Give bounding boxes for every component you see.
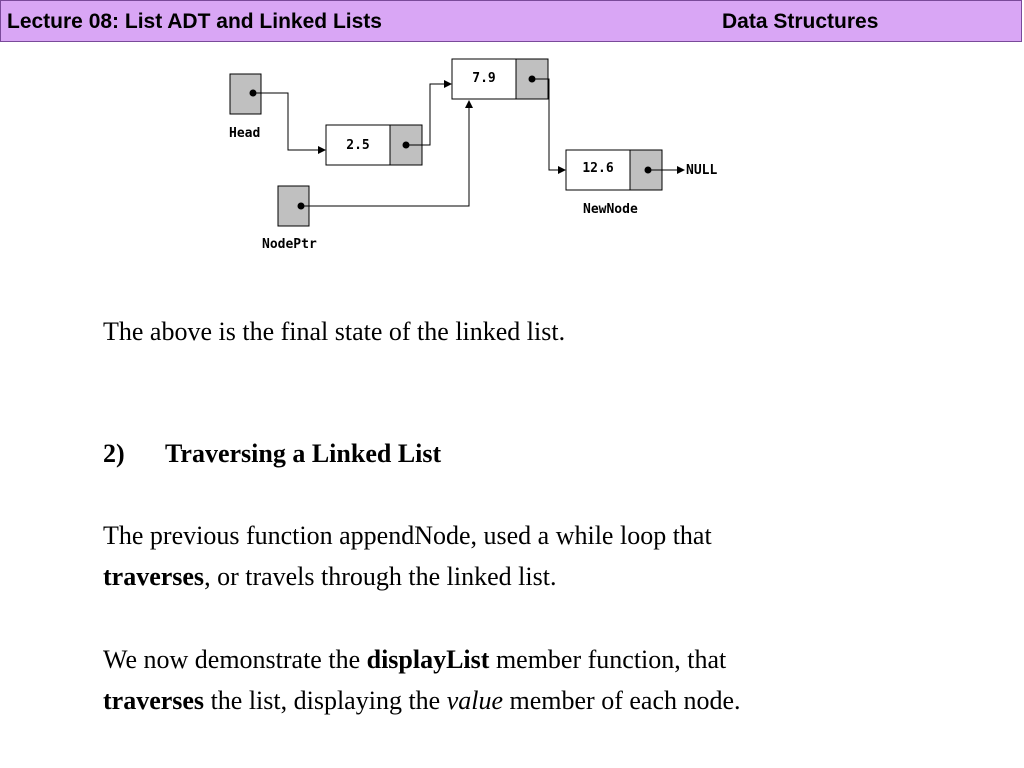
- head-label: Head: [229, 126, 261, 141]
- section-number: 2): [103, 439, 125, 468]
- newnode-label: NewNode: [583, 202, 638, 217]
- node-1-value: 2.5: [346, 138, 370, 153]
- section-heading: [103, 433, 441, 474]
- slide-header: [0, 0, 1022, 42]
- p1-line1: The previous function appendNode, used a while loop that: [103, 521, 712, 550]
- p2-end: member of each node.: [503, 686, 741, 715]
- node-2-value: 7.9: [472, 71, 496, 86]
- nodeptr-label: NodePtr: [262, 237, 317, 252]
- p1-bold: traverses: [103, 562, 205, 591]
- course-title: Data Structures: [722, 10, 879, 33]
- node-3-value: 12.6: [582, 161, 614, 176]
- linked-list-diagram: [0, 50, 1024, 260]
- lecture-title: Lecture 08: List ADT and Linked Lists: [7, 10, 382, 33]
- paragraph-1: [103, 515, 712, 597]
- p2-displaylist: displayList: [366, 645, 490, 674]
- final-state-text: The above is the final state of the linked list.: [103, 317, 566, 346]
- p2-line1-rest: member function, that: [489, 645, 727, 674]
- p2-value: value: [446, 686, 504, 715]
- p1-rest: , or travels through the linked list.: [204, 562, 557, 591]
- head-arrow: [253, 93, 325, 150]
- p2-traverses: traverses: [103, 686, 205, 715]
- node-3: [566, 150, 662, 190]
- null-label: NULL: [686, 163, 718, 178]
- head-pointer: [230, 74, 261, 114]
- paragraph-2: [103, 639, 741, 721]
- p2-mid: the list, displaying the: [204, 686, 447, 715]
- section-title: Traversing a Linked List: [165, 439, 442, 468]
- p2-start: We now demonstrate the: [103, 645, 367, 674]
